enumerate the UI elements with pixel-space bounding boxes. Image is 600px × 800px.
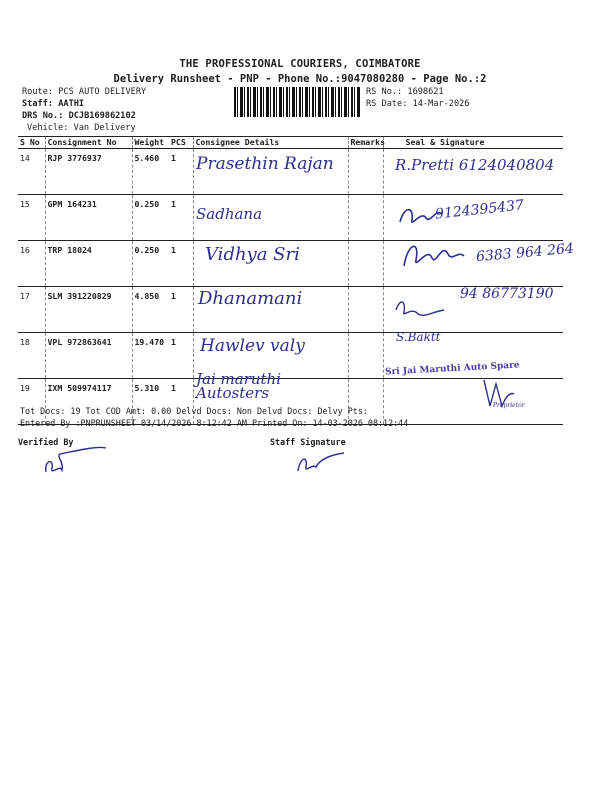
handwritten-seal: S.Baktt [396,330,441,344]
runsheet-subtitle: Delivery Runsheet - PNP - Phone No.:9047080280 - Page No.:2 [113,73,487,85]
row-pcs: 1 [169,149,193,195]
verifier-signature [40,442,110,480]
row-weight: 19.470 [132,333,169,379]
signature-scribble [392,292,452,322]
row-consignment: SLM 391220829 [45,287,132,333]
col-seal: Seal & Signature [383,137,563,149]
col-consignment: Consignment No [45,137,132,149]
signature-scribble [478,372,518,412]
staff-signature [290,445,350,477]
row-sno: 16 [18,241,45,287]
row-consignment: RJP 3776937 [45,149,132,195]
row-remarks [348,149,383,195]
handwritten-seal: 9124395437 [434,197,525,223]
handwritten-consignee: Dhanamani [198,288,303,309]
company-title: THE PROFESSIONAL COURIERS, COIMBATORE [179,58,421,70]
col-remarks: Remarks [348,137,383,149]
entered-by-line: Entered By :PNPRUNSHEET 03/14/2026 8:12:42 AM Printed On: 14-03-2026 08:12:44 [20,418,409,428]
row-sno: 14 [18,149,45,195]
handwritten-consignee: Sadhana [196,205,263,223]
row-pcs: 1 [169,195,193,241]
col-pcs: PCS [169,137,193,149]
row-sno: 18 [18,333,45,379]
row-pcs: 1 [169,333,193,379]
row-remarks [348,287,383,333]
row-consignment: TRP 18024 [45,241,132,287]
row-remarks [348,333,383,379]
row-weight: 0.250 [132,195,169,241]
row-consignment: GPM 164231 [45,195,132,241]
vehicle-label: Vehicle: Van Delivery [27,123,136,133]
rs-number: RS No.: 1698621 [366,87,444,97]
col-consignee: Consignee Details [193,137,348,149]
col-sno: S No [18,137,45,149]
row-consignment: IXM 509974117 [45,379,132,425]
route-label: Route: PCS AUTO DELIVERY [22,87,147,97]
row-sno: 19 [18,379,45,425]
row-remarks [348,195,383,241]
row-weight: 0.250 [132,241,169,287]
row-sno: 15 [18,195,45,241]
row-sno: 17 [18,287,45,333]
handwritten-consignee: Prasethin Rajan [196,154,334,174]
row-weight: 4.850 [132,287,169,333]
staff-label: Staff: AATHI [22,99,85,109]
handwritten-seal: Proprietor [493,402,525,409]
row-pcs: 1 [169,241,193,287]
handwritten-consignee: Hawlev valy [200,336,305,356]
handwritten-consignee: Vidhya Sri [205,244,300,265]
row-seal [383,379,563,425]
handwritten-seal: R.Pretti 6124040804 [395,156,555,174]
table-header-row [18,137,563,149]
row-weight: 5.310 [132,379,169,425]
col-weight: Weight [132,137,169,149]
signature-scribble [396,200,446,230]
row-pcs: 1 [169,287,193,333]
signature-scribble [398,236,468,276]
barcode [234,87,361,117]
totals-line: Tot Docs: 19 Tot COD Amt: 0.00 Delvd Docs: Non Delvd Docs: Delvy Pts: [20,406,368,416]
row-pcs: 1 [169,379,193,425]
verified-by-label: Verified By [18,437,74,447]
row-remarks [348,241,383,287]
staff-signature-label: Staff Signature [270,437,346,447]
drs-number: DRS No.: DCJB169862102 [22,111,136,121]
handwritten-seal: 6383 964 264 [475,240,575,266]
company-stamp: Sri Jai Maruthi Auto Spare [384,360,520,378]
handwritten-seal: 94 86773190 [460,286,554,302]
rs-date: RS Date: 14-Mar-2026 [366,99,470,109]
row-weight: 5.460 [132,149,169,195]
handwritten-consignee: Jai maruthi Autosters [196,370,282,402]
row-consignment: VPL 972863641 [45,333,132,379]
